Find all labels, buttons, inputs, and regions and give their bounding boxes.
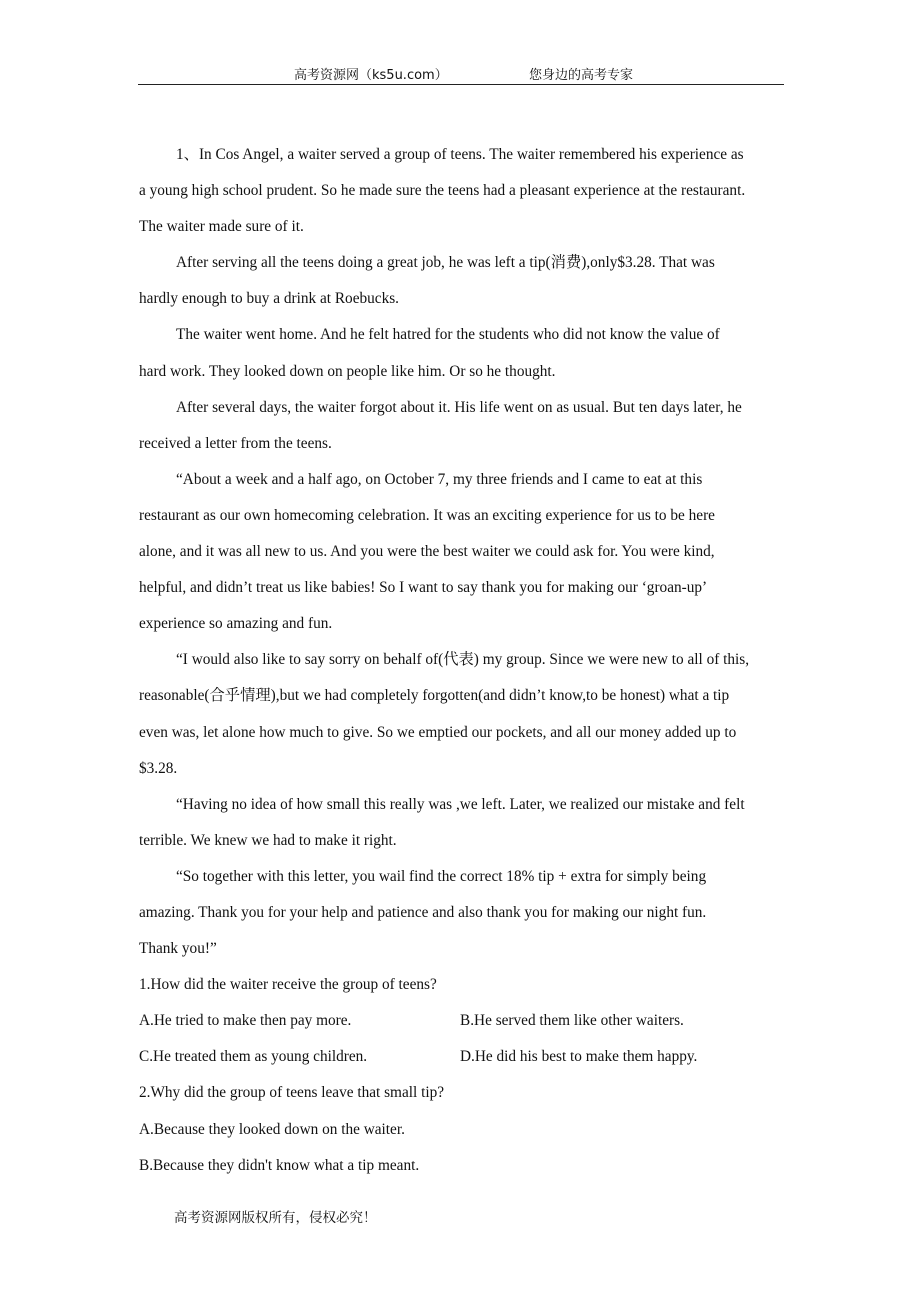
passage-line: helpful, and didn’t treat us like babies! So I want to say thank you for making our ‘groan-up’ — [139, 579, 708, 597]
header-slogan: 您身边的高考专家 — [529, 68, 634, 83]
passage-line: “Having no idea of how small this really was ,we left. Later, we realized our mistake and felt — [176, 795, 745, 813]
question-1-option-c: C.He treated them as young children. — [139, 1048, 368, 1066]
passage-line: “I would also like to say sorry on behalf of(代表) my group. Since we were new to all of this, — [176, 651, 750, 669]
question-2-stem: 2.Why did the group of teens leave that small tip? — [139, 1084, 445, 1102]
question-1-option-a: A.He tried to make then pay more. — [139, 1012, 352, 1030]
passage-line: a young high school prudent. So he made sure the teens had a pleasant experience at the restaurant. — [139, 182, 746, 200]
question-2-option-b: B.Because they didn't know what a tip meant. — [139, 1156, 420, 1174]
question-1-option-d: D.He did his best to make them happy. — [460, 1048, 698, 1066]
passage-line: Thank you!” — [139, 940, 217, 958]
question-1-stem: 1.How did the waiter receive the group of teens? — [139, 976, 437, 994]
question-1-options-row-1 — [139, 1003, 787, 1039]
page-footer: 高考资源网版权所有，侵权必究！ — [174, 1210, 377, 1226]
passage-line: amazing. Thank you for your help and patience and also thank you for making our night fun. — [139, 903, 707, 921]
passage-line: 1、In Cos Angel, a waiter served a group of teens. The waiter remembered his experience as — [176, 146, 744, 163]
passage-line: “So together with this letter, you wail find the correct 18% tip + extra for simply being — [176, 867, 707, 885]
passage-line: terrible. We knew we had to make it right. — [139, 831, 397, 849]
passage-line: restaurant as our own homecoming celebration. It was an exciting experience for us to be here — [139, 506, 715, 524]
passage-line: The waiter made sure of it. — [139, 218, 304, 236]
passage — [139, 137, 787, 1184]
passage-line: experience so amazing and fun. — [139, 615, 333, 633]
passage-line: $3.28. — [139, 759, 178, 777]
header-rule — [138, 84, 784, 85]
page-header — [138, 64, 784, 86]
question-1-options-row-2 — [139, 1039, 787, 1075]
passage-line: alone, and it was all new to us. And you were the best waiter we could ask for. You were kind, — [139, 543, 715, 561]
passage-line: hard work. They looked down on people like him. Or so he thought. — [139, 362, 556, 380]
passage-line: After several days, the waiter forgot about it. His life went on as usual. But ten days later, he — [176, 398, 742, 416]
question-2-option-a: A.Because they looked down on the waiter. — [139, 1120, 405, 1138]
passage-line: “About a week and a half ago, on October 7, my three friends and I came to eat at this — [176, 470, 703, 488]
passage-line: even was, let alone how much to give. So we emptied our pockets, and all our money added up to — [139, 723, 737, 741]
header-site-name: 高考资源网（ks5u.com） — [294, 68, 448, 83]
passage-line: hardly enough to buy a drink at Roebucks. — [139, 290, 399, 308]
passage-line: The waiter went home. And he felt hatred for the students who did not know the value of — [176, 326, 720, 344]
passage-line: After serving all the teens doing a great job, he was left a tip(消费),only$3.28. That was — [176, 254, 715, 272]
passage-line: reasonable(合乎情理),but we had completely forgotten(and didn’t know,to be honest) what a tip — [139, 687, 730, 705]
passage-line: received a letter from the teens. — [139, 434, 332, 452]
question-1-option-b: B.He served them like other waiters. — [460, 1012, 684, 1030]
